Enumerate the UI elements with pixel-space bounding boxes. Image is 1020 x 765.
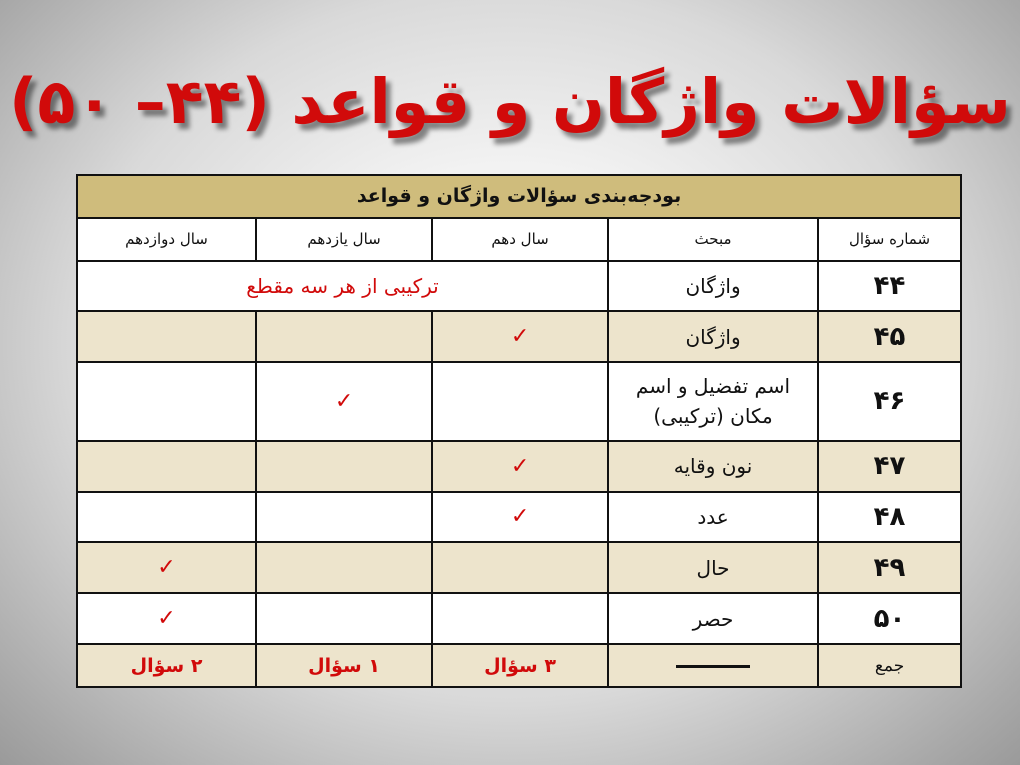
grade10-check [432,542,608,593]
table-header: بودجه‌بندی سؤالات واژگان و قواعد [77,175,961,218]
table-row [77,492,961,543]
grade12-check [77,311,256,362]
column-header-row [77,218,961,261]
total-topic-dash [608,644,818,687]
topic-cell: واژگان [608,261,818,312]
grade11-check [256,311,432,362]
topic-cell: واژگان [608,311,818,362]
table-row [77,311,961,362]
question-number: ۵۰ [818,593,961,644]
table-row [77,593,961,644]
topic-cell: اسم تفضیل و اسم مکان (ترکیبی) [608,362,818,440]
total-grade11: ۱ سؤال [256,644,432,687]
table-row [77,542,961,593]
grade12-check: ✓ [77,542,256,593]
topic-cell: عدد [608,492,818,543]
total-grade10: ۳ سؤال [432,644,608,687]
grade10-check: ✓ [432,492,608,543]
total-label: جمع [818,644,961,687]
col-grade12: سال دوازدهم [77,218,256,261]
question-number: ۴۵ [818,311,961,362]
grade11-check [256,542,432,593]
question-number: ۴۶ [818,362,961,440]
merged-note: ترکیبی از هر سه مقطع [77,261,608,312]
grade10-check [432,593,608,644]
grade10-check [432,362,608,440]
grade12-check [77,362,256,440]
table-row [77,362,961,440]
col-grade11: سال یازدهم [256,218,432,261]
col-grade10: سال دهم [432,218,608,261]
grade11-check [256,492,432,543]
grade12-check [77,492,256,543]
table-row [77,441,961,492]
topic-cell: حال [608,542,818,593]
question-number: ۴۷ [818,441,961,492]
slide-title: سؤالات واژگان و قواعد (۴۴– ۵۰) [9,65,1011,138]
grade11-check: ✓ [256,362,432,440]
grade10-check: ✓ [432,441,608,492]
total-row [77,644,961,687]
question-budget-table [76,174,962,688]
total-grade12: ۲ سؤال [77,644,256,687]
grade12-check [77,441,256,492]
question-number: ۴۴ [818,261,961,312]
grade12-check: ✓ [77,593,256,644]
topic-cell: حصر [608,593,818,644]
grade10-check: ✓ [432,311,608,362]
grade11-check [256,593,432,644]
question-number: ۴۹ [818,542,961,593]
topic-cell: نون وقایه [608,441,818,492]
col-topic: مبحث [608,218,818,261]
grade11-check [256,441,432,492]
question-number: ۴۸ [818,492,961,543]
table-row [77,261,961,312]
col-question-number: شماره سؤال [818,218,961,261]
